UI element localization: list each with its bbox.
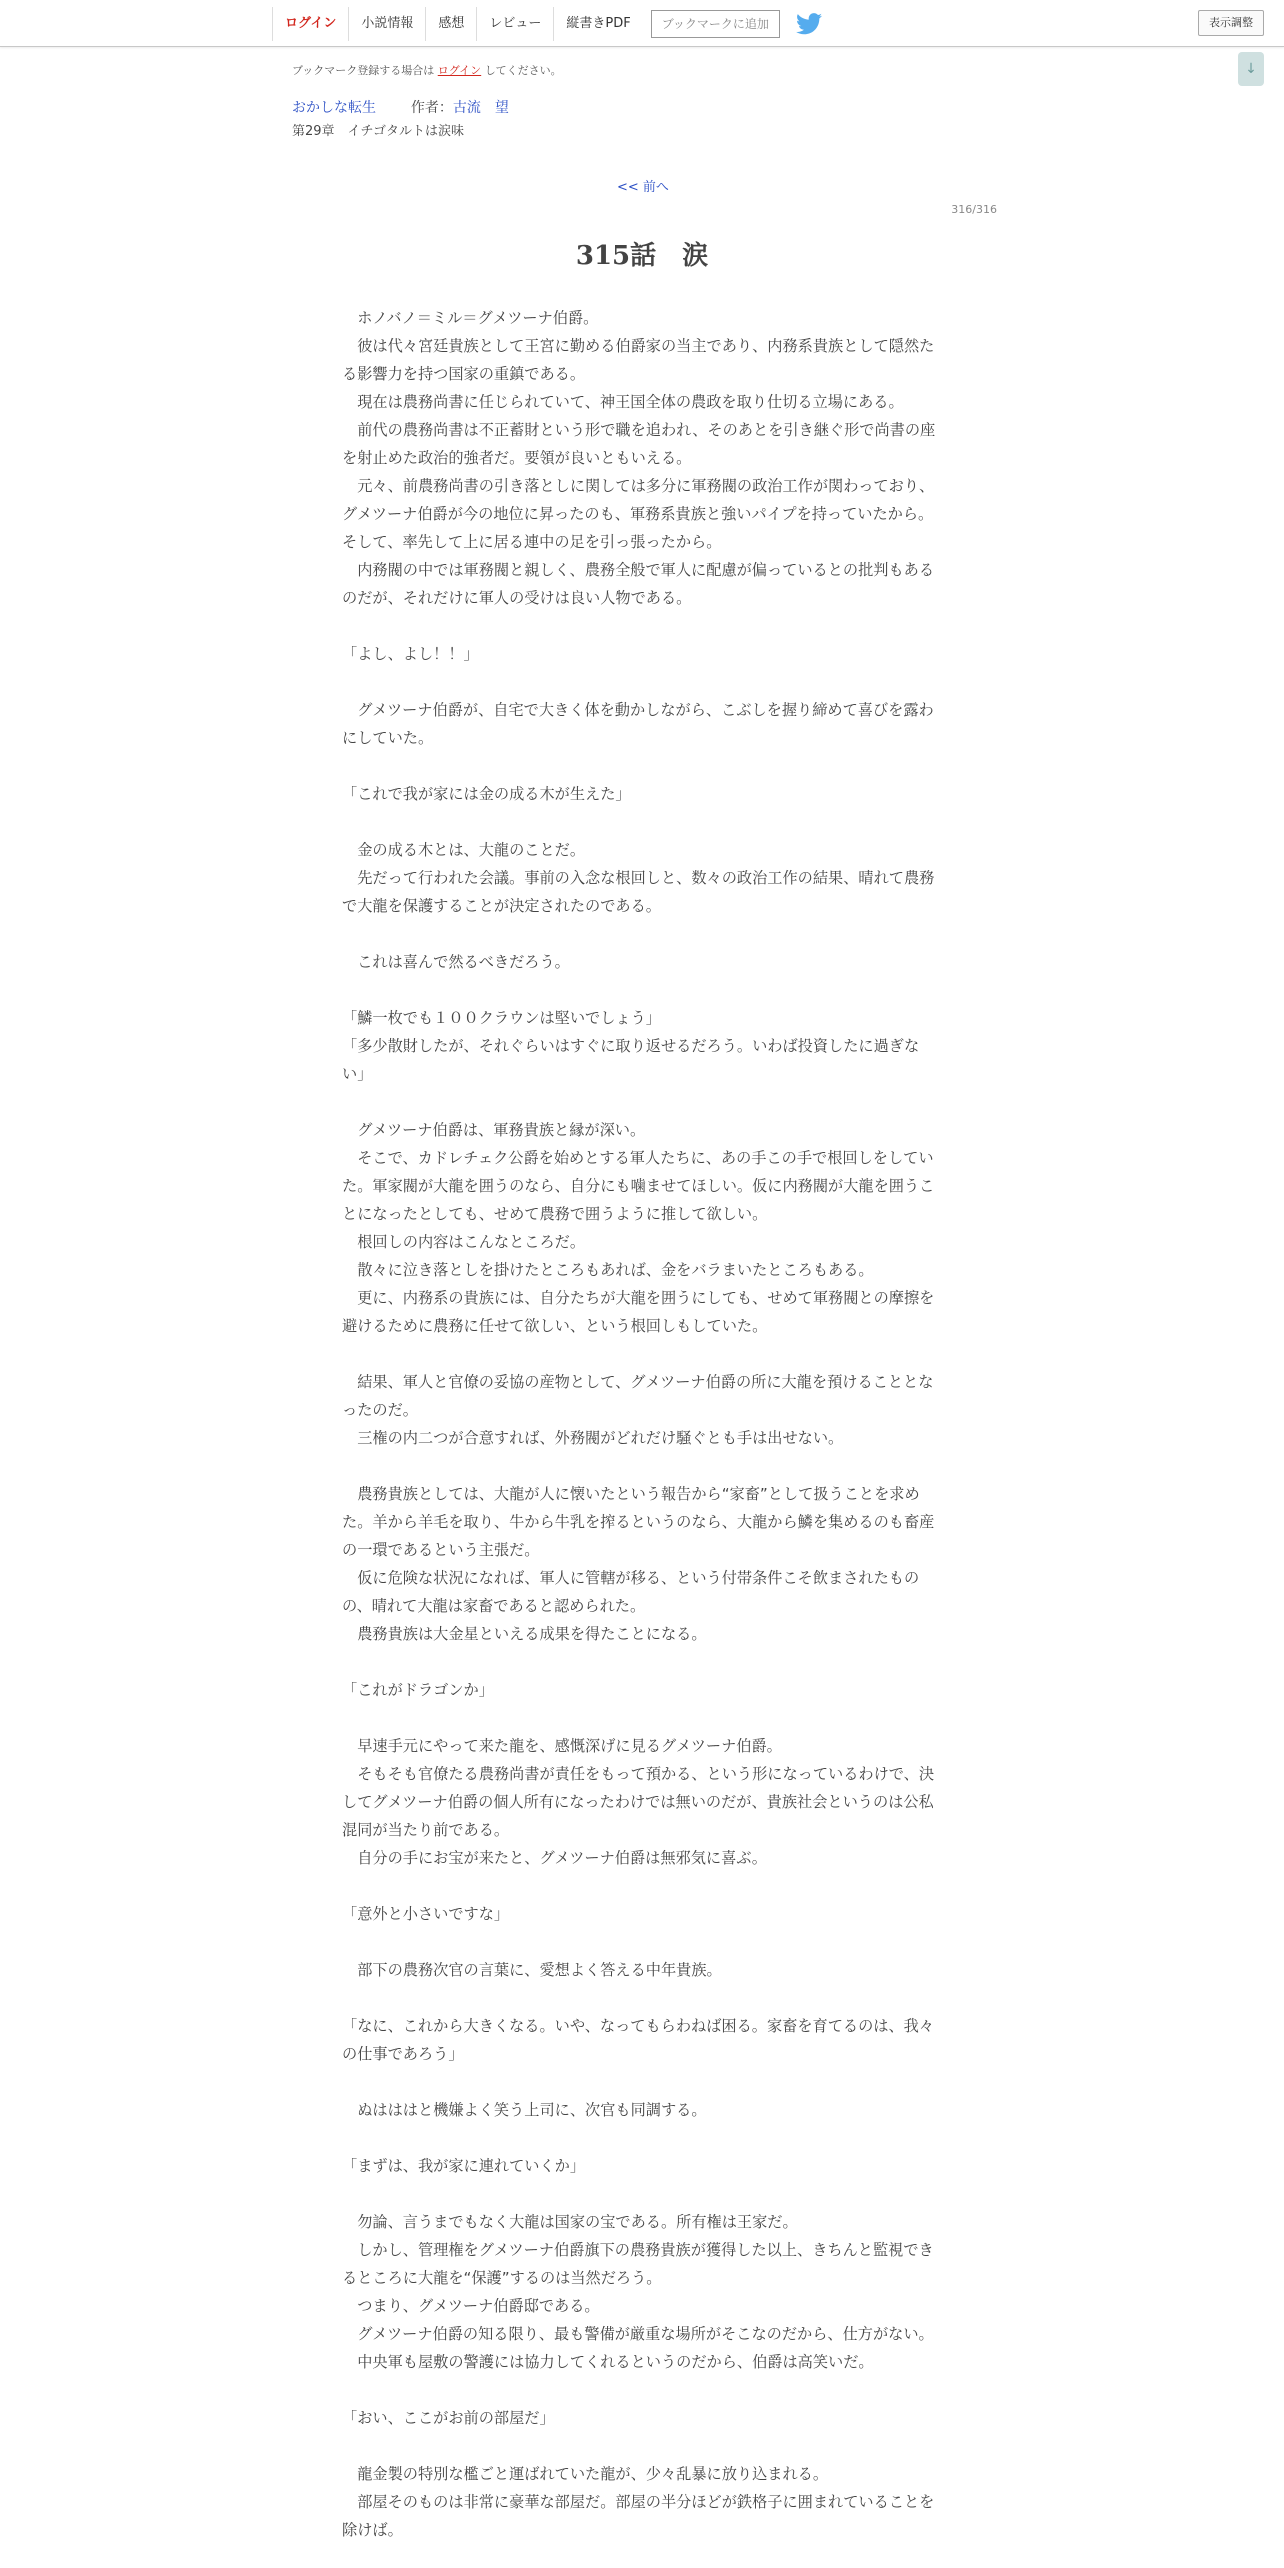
body-paragraph: 自分の手にお宝が来たと、グメツーナ伯爵は無邪気に喜ぶ。 (342, 1849, 767, 1867)
body-paragraph: ホノバノ＝ミル＝グメツーナ伯爵。 (342, 309, 599, 327)
novel-info-link[interactable]: 小説情報 (348, 7, 425, 41)
episode-title: 315話 涙 (575, 241, 709, 271)
body-paragraph (342, 1452, 938, 1480)
bookmark-notice (292, 62, 562, 78)
body-paragraph (342, 808, 938, 836)
body-paragraph (342, 2376, 938, 2404)
body-paragraph: 根回しの内容はこんなところだ。 (342, 1233, 585, 1251)
bookmark-notice-text: ブックマーク登録する場合は (292, 64, 435, 77)
top-navigation-bar (0, 0, 1284, 47)
body-paragraph (342, 2068, 938, 2096)
body-paragraph: つまり、グメツーナ伯爵邸である。 (342, 2297, 600, 2315)
body-paragraph: 「これで我が家には金の成る木が生えた」 (342, 785, 631, 803)
body-paragraph: グメツーナ伯爵が、自宅で大きく体を動かしながら、こぶしを握り締めて喜びを露わにしていた。 (342, 701, 934, 747)
body-paragraph: 部下の農務次官の言葉に、愛想よく答える中年貴族。 (342, 1961, 722, 1979)
body-paragraph: 早速手元にやって来た龍を、感慨深げに見るグメツーナ伯爵。 (342, 1737, 782, 1755)
body-paragraph (342, 2124, 938, 2152)
body-paragraph (342, 1872, 938, 1900)
vertical-pdf-link[interactable]: 縦書きPDF (553, 7, 642, 41)
chapter-title: 第29章 イチゴタルトは涙味 (292, 124, 465, 139)
body-paragraph: 「おい、ここがお前の部屋だ」 (342, 2409, 555, 2427)
body-paragraph: 勿論、言うまでもなく大龍は国家の宝である。所有権は王家だ。 (342, 2213, 798, 2231)
body-paragraph: 結果、軍人と官僚の妥協の産物として、グメツーナ伯爵の所に大龍を預けることとなったのだ。 (342, 1373, 934, 1419)
body-paragraph: しかし、管理権をグメツーナ伯爵旗下の農務貴族が獲得した以上、きちんと監視できるところに大龍を“保護”するのは当然だろう。 (342, 2241, 934, 2287)
previous-page-link[interactable]: << 前へ (617, 180, 669, 195)
body-paragraph (342, 668, 938, 696)
body-paragraph: 「よし、よし！！」 (342, 645, 479, 663)
body-paragraph: 「多少散財したが、それぐらいはすぐに取り返せるだろう。いわば投資したに過ぎない」 (342, 1037, 920, 1083)
body-paragraph: そもそも官僚たる農務尚書が責任をもって預かる、という形になっているわけで、決してグメツーナ伯爵の個人所有になったわけでは無いのだが、貴族社会というのは公私混同が当たり前である。 (342, 1765, 935, 1839)
series-title-link[interactable]: おかしな転生 (292, 100, 376, 116)
author-link[interactable]: 古流 望 (452, 100, 509, 116)
body-paragraph (342, 2432, 938, 2460)
login-link[interactable]: ログイン (272, 7, 348, 41)
body-paragraph: 農務貴族は大金星といえる成果を得たことになる。 (342, 1625, 707, 1643)
twitter-bird-icon[interactable] (796, 13, 822, 35)
body-paragraph: これは喜んで然るべきだろう。 (342, 953, 570, 971)
arrow-down-icon[interactable]: ↓ (1238, 52, 1264, 86)
body-paragraph: 彼は代々宮廷貴族として王宮に勤める伯爵家の当主であり、内務系貴族として隠然たる影響力を持つ国家の重鎮である。 (342, 337, 935, 383)
nav-menu (272, 7, 822, 41)
body-paragraph (342, 920, 938, 948)
body-paragraph: 散々に泣き落としを掛けたところもあれば、金をバラまいたところもある。 (342, 1261, 874, 1279)
body-paragraph: 農務貴族としては、大龍が人に懐いたという報告から“家畜”として扱うことを求めた。羊から羊毛を取り、牛から牛乳を搾るというのなら、大龍から鱗を集めるのも畜産の一環であるという主張だ。 (342, 1485, 935, 1559)
body-paragraph (342, 976, 938, 1004)
body-paragraph: 「これがドラゴンか」 (342, 1681, 494, 1699)
impressions-link[interactable]: 感想 (425, 7, 476, 41)
body-paragraph (342, 752, 938, 780)
body-paragraph: 更に、内務系の貴族には、自分たちが大龍を囲うにしても、せめて軍務閥との摩擦を避けるために農務に任せて欲しい、という根回しもしていた。 (342, 1289, 935, 1335)
body-paragraph: 三権の内二つが合意すれば、外務閥がどれだけ騒ぐとも手は出せない。 (342, 1429, 844, 1447)
body-paragraph: 「まずは、我が家に連れていくか」 (342, 2157, 585, 2175)
body-paragraph (342, 1704, 938, 1732)
body-paragraph: 現在は農務尚書に任じられていて、神王国全体の農政を取り仕切る立場にある。 (342, 393, 904, 411)
body-paragraph: グメツーナ伯爵は、軍務貴族と縁が深い。 (342, 1121, 646, 1139)
novel-header (292, 97, 509, 117)
page-number: 316/316 (951, 203, 997, 216)
body-paragraph (342, 1340, 938, 1368)
display-settings-button[interactable]: 表示調整 (1198, 10, 1264, 36)
body-paragraph: 仮に危険な状況になれば、軍人に管轄が移る、という付帯条件こそ飲まされたものの、晴れて大龍は家畜であると認められた。 (342, 1569, 920, 1615)
body-paragraph (342, 2180, 938, 2208)
body-paragraph (342, 1984, 938, 2012)
body-paragraph: 部屋そのものは非常に豪華な部屋だ。部屋の半分ほどが鉄格子に囲まれていることを除けば。 (342, 2493, 935, 2539)
body-paragraph: 内務閥の中では軍務閥と親しく、農務全般で軍人に配慮が偏っているとの批判もあるのだが、それだけに軍人の受けは良い人物である。 (342, 561, 935, 607)
body-paragraph: グメツーナ伯爵の知る限り、最も警備が厳重な場所がそこなのだから、仕方がない。 (342, 2325, 934, 2343)
body-paragraph: 「なに、これから大きくなる。いや、なってもらわねば困る。家畜を育てるのは、我々の仕事であろう」 (342, 2017, 935, 2063)
body-paragraph: 先だって行われた会議。事前の入念な根回しと、数々の政治工作の結果、晴れて農務で大龍を保護することが決定されたのである。 (342, 869, 935, 915)
body-paragraph (342, 1928, 938, 1956)
body-paragraph: そこで、カドレチェク公爵を始めとする軍人たちに、あの手この手で根回しをしていた。軍家閥が大龍を囲うのなら、自分にも噛ませてほしい。仮に内務閥が大龍を囲うことになったとしても、せめて農務で囲うように推して欲しい。 (342, 1149, 935, 1223)
author-label: 作者： (410, 100, 453, 116)
body-paragraph: 龍金製の特別な檻ごと運ばれていた龍が、少々乱暴に放り込まれる。 (342, 2465, 828, 2483)
body-paragraph: 前代の農務尚書は不正蓄財という形で職を追われ、そのあとを引き継ぐ形で尚書の座を射止めた政治的強者だ。要領が良いともいえる。 (342, 421, 936, 467)
body-paragraph: 金の成る木とは、大龍のことだ。 (342, 841, 585, 859)
review-link[interactable]: レビュー (476, 7, 553, 41)
add-bookmark-button[interactable]: ブックマークに追加 (651, 10, 780, 38)
body-paragraph: ぬはははと機嫌よく笑う上司に、次官も同調する。 (342, 2101, 707, 2119)
body-paragraph: 中央軍も屋敷の警護には協力してくれるというのだから、伯爵は高笑いだ。 (342, 2353, 874, 2371)
bookmark-notice-login-link[interactable]: ログイン (437, 64, 482, 77)
body-paragraph (342, 1088, 938, 1116)
bookmark-notice-text-end: してください。 (484, 64, 562, 77)
body-paragraph: 「意外と小さいですな」 (342, 1905, 510, 1923)
body-paragraph: 元々、前農務尚書の引き落としに関しては多分に軍務閥の政治工作が関わっており、グメツーナ伯爵が今の地位に昇ったのも、軍務系貴族と強いパイプを持っていたから。そして、率先して上に居る連中の足を引っ張ったから。 (342, 477, 935, 551)
body-paragraph: 「鱗一枚でも１００クラウンは堅いでしょう」 (342, 1009, 661, 1027)
novel-body (342, 304, 938, 2544)
body-paragraph (342, 612, 938, 640)
body-paragraph (342, 1648, 938, 1676)
